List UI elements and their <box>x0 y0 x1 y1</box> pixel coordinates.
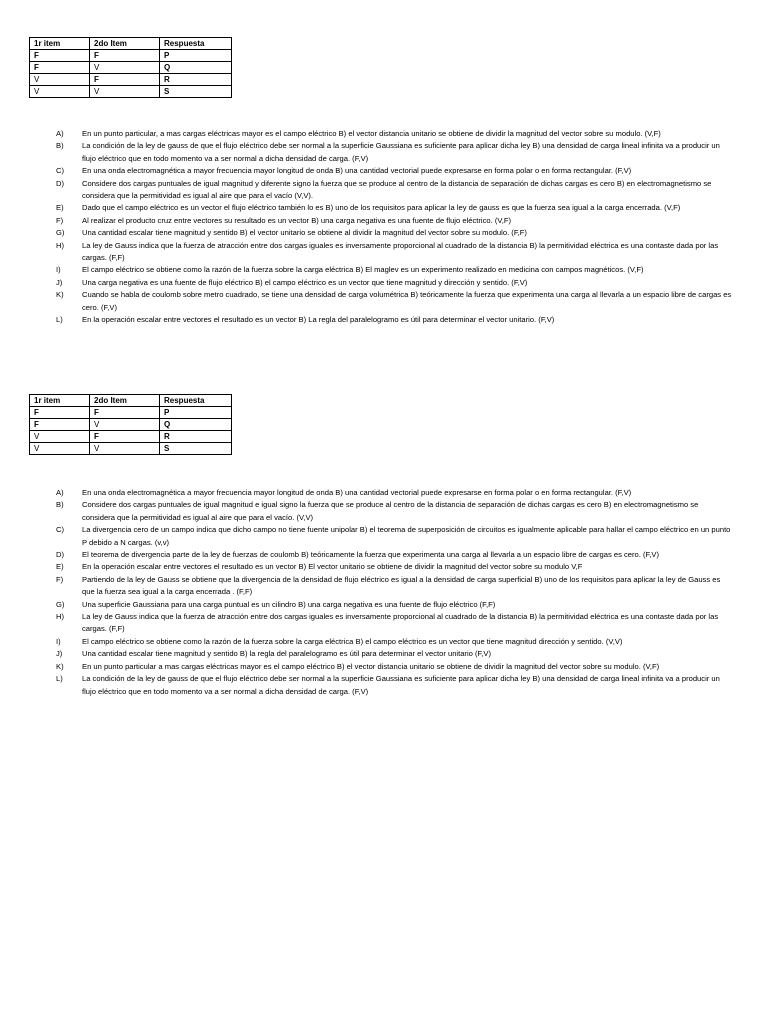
item-text: Dado que el campo eléctrico es un vector el flujo eléctrico también lo es B) uno de los requisitos para aplicar la ley de gauss es que la fuerza sea igual a la carga encerrada. (V,F) <box>82 203 681 213</box>
item-text: Cuando se habla de coulomb sobre metro cuadrado, se tiene una densidad de carga volumétrica B) teóricamente la fuerza que experimenta una carga al llevarla a un espacio libre de cargas es cero. (F,V) <box>82 290 732 312</box>
cell-item-1: F <box>30 50 90 62</box>
list-item <box>56 314 732 326</box>
list-item <box>56 611 732 636</box>
cell-item-2: V <box>90 443 160 455</box>
list-item <box>56 636 732 648</box>
list-item <box>56 673 732 698</box>
list-item <box>56 227 732 239</box>
item-text: En la operación escalar entre vectores el resultado es un vector B) La regla del paralelogramo es útil para determinar el vector unitario. (F,V) <box>82 315 555 325</box>
item-label: C) <box>56 525 65 535</box>
table-row <box>30 419 232 431</box>
header-item-2: 2do Item <box>90 38 160 50</box>
cell-answer: Q <box>160 419 232 431</box>
cell-item-2: V <box>90 86 160 98</box>
question-list-2 <box>56 487 732 698</box>
list-item <box>56 599 732 611</box>
item-text: En una onda electromagnética a mayor frecuencia mayor longitud de onda B) una cantidad vectorial puede expresarse en forma polar o en forma rectangular. (F,V) <box>82 488 632 497</box>
item-label: I) <box>56 265 61 275</box>
question-list-1 <box>56 128 732 327</box>
item-label: J) <box>56 277 63 287</box>
table-row <box>30 86 232 98</box>
cell-item-2: V <box>90 419 160 431</box>
cell-answer: Q <box>160 62 232 74</box>
table-row <box>30 443 232 455</box>
item-text: Una carga negativa es una fuente de flujo eléctrico B) el campo eléctrico es un vector que tiene magnitud y dirección y sentido. (F,V) <box>82 277 528 287</box>
list-item <box>56 487 732 499</box>
header-item-1: 1r item <box>30 38 90 50</box>
cell-item-2: F <box>90 407 160 419</box>
header-item-2: 2do Item <box>90 395 160 407</box>
answer-key-table-2 <box>29 394 232 455</box>
cell-item-2: F <box>90 74 160 86</box>
item-text: La divergencia cero de un campo indica que dicho campo no tiene fuente unipolar B) el teorema de superposición de circuitos es igualmente aplicable para hallar el campo eléctrico en un punto P debido a N cargas. (v,v) <box>82 525 731 547</box>
list-item <box>56 165 732 177</box>
item-label: C) <box>56 166 65 176</box>
list-item <box>56 661 732 673</box>
item-text: Considere dos cargas puntuales de igual magnitud y diferente signo la fuerza que se produce al centro de la distancia de separación de dichas cargas es cero B) en electromagnetismo se considera que la permitividad es igual al aire que para el vacío (V,V). <box>82 178 712 201</box>
item-label: D) <box>56 178 65 188</box>
item-text: Una superficie Gaussiana para una carga puntual es un cilindro B) una carga negativa es una fuente de flujo eléctrico (F,F) <box>82 599 496 609</box>
item-label: E) <box>56 562 64 572</box>
cell-item-1: V <box>30 74 90 86</box>
answer-key-table-1 <box>29 37 232 98</box>
table-header-row <box>30 38 232 50</box>
item-label: L) <box>56 674 63 684</box>
item-text: El campo eléctrico se obtiene como la razón de la fuerza sobre la carga eléctrica B) El maglev es un experimento realizado en medicina con campos magnéticos. (V,F) <box>82 265 644 275</box>
item-text: La condición de la ley de gauss de que el flujo eléctrico debe ser normal a la superficie Gaussiana es suficiente para aplicar dicha ley B) una densidad de carga lineal infinita va a producir un flujo eléctrico que en todo momento va a ser normal a dicha densidad de carga. (F,V) <box>82 674 720 696</box>
item-label: K) <box>56 661 64 671</box>
item-text: Una cantidad escalar tiene magnitud y sentido B) la regla del paralelogramo es útil para determinar el vector unitario (F,V) <box>82 649 492 659</box>
item-label: A) <box>56 129 64 138</box>
cell-item-1: F <box>30 419 90 431</box>
item-label: F) <box>56 574 64 584</box>
table-row <box>30 74 232 86</box>
item-label: E) <box>56 203 64 213</box>
list-item <box>56 561 732 573</box>
list-item <box>56 499 732 524</box>
item-text: La condición de la ley de gauss de que el flujo eléctrico debe ser normal a la superficie Gaussiana es suficiente para aplicar dicha ley B) una densidad de carga lineal infinita va a producir un flujo eléctrico que en todo momento va a ser normal a dicha densidad de carga. (F,V) <box>82 141 720 163</box>
list-item <box>56 524 732 549</box>
item-label: J) <box>56 649 63 659</box>
list-item <box>56 140 732 165</box>
item-label: H) <box>56 240 65 250</box>
cell-answer: S <box>160 86 232 98</box>
table-row <box>30 62 232 74</box>
item-label: B) <box>56 500 64 510</box>
item-text: El campo eléctrico se obtiene como la razón de la fuerza sobre la carga eléctrica B) el campo eléctrico es un vector que tiene magnitud dirección y sentido. (V,V) <box>82 636 623 646</box>
item-text: El teorema de divergencia parte de la ley de fuerzas de coulomb B) teóricamente la fuerza que experimenta una carga al llevarla a un espacio libre de cargas es cero. (F,V) <box>82 550 660 560</box>
item-label: K) <box>56 290 64 300</box>
item-label: F) <box>56 215 64 225</box>
cell-answer: R <box>160 431 232 443</box>
item-text: En una onda electromagnética a mayor frecuencia mayor longitud de onda B) una cantidad vectorial puede expresarse en forma polar o en forma rectangular. (F,V) <box>82 166 632 176</box>
item-label: G) <box>56 599 65 609</box>
item-text: Partiendo de la ley de Gauss se obtiene que la divergencia de la densidad de flujo eléctrico es igual a la densidad de carga superficial B) uno de los requisitos para aplicar la ley de Gauss es que la fuerza sea igual a la carga encerrada . (F,F) <box>82 574 721 597</box>
table-header-row <box>30 395 232 407</box>
table-row <box>30 431 232 443</box>
cell-answer: R <box>160 74 232 86</box>
item-text: En un punto particular a mas cargas eléctricas mayor es el campo eléctrico B) el vector distancia unitario se obtiene de dividir la magnitud del vector sobre su modulo. (V,F) <box>82 661 660 671</box>
cell-item-2: F <box>90 431 160 443</box>
cell-answer: P <box>160 50 232 62</box>
list-item <box>56 264 732 276</box>
table-row <box>30 50 232 62</box>
cell-item-1: F <box>30 62 90 74</box>
list-item <box>56 178 732 203</box>
cell-item-1: V <box>30 443 90 455</box>
item-text: En la operación escalar entre vectores el resultado es un vector B) El vector unitario se obtiene de dividir la magnitud del vector sobre su modulo V,F <box>82 562 583 572</box>
list-item <box>56 574 732 599</box>
item-label: B) <box>56 141 64 151</box>
header-item-1: 1r item <box>30 395 90 407</box>
cell-item-2: V <box>90 62 160 74</box>
list-item <box>56 648 732 660</box>
list-item <box>56 240 732 265</box>
table-row <box>30 407 232 419</box>
item-label: H) <box>56 612 65 622</box>
cell-answer: S <box>160 443 232 455</box>
item-text: Una cantidad escalar tiene magnitud y sentido B) el vector unitario se obtiene al dividir la magnitud del vector sobre su modulo. (F,F) <box>82 228 527 238</box>
header-answer: Respuesta <box>160 395 232 407</box>
item-label: L) <box>56 315 63 325</box>
list-item <box>56 128 732 140</box>
list-item <box>56 277 732 289</box>
list-item <box>56 289 732 314</box>
item-label: D) <box>56 550 65 560</box>
list-item <box>56 549 732 561</box>
item-label: G) <box>56 228 65 238</box>
item-label: A) <box>56 488 64 497</box>
item-text: La ley de Gauss indica que la fuerza de atracción entre dos cargas iguales es inversamente proporcional al cuadrado de la distancia B) la permitividad eléctrica es una contaste dada por las cargas. (F,F) <box>82 240 719 263</box>
list-item <box>56 215 732 227</box>
header-answer: Respuesta <box>160 38 232 50</box>
item-label: I) <box>56 636 61 646</box>
cell-item-1: V <box>30 431 90 443</box>
cell-item-2: F <box>90 50 160 62</box>
item-text: Considere dos cargas puntuales de igual magnitud e igual signo la fuerza que se produce al centro de la distancia de separación de dichas cargas es cero B) en electromagnetismo se considera que la permitividad es igual al aire que para el vacío. (V,V) <box>82 500 699 522</box>
cell-item-1: F <box>30 407 90 419</box>
item-text: En un punto particular, a mas cargas eléctricas mayor es el campo eléctrico B) el vector distancia unitario se obtiene de dividir la magnitud del vector sobre su modulo. (V,F) <box>82 129 661 138</box>
cell-answer: P <box>160 407 232 419</box>
cell-item-1: V <box>30 86 90 98</box>
item-text: Al realizar el producto cruz entre vectores su resultado es un vector B) una carga negativa es una fuente de flujo eléctrico. (V,F) <box>82 215 511 225</box>
list-item <box>56 202 732 214</box>
item-text: La ley de Gauss indica que la fuerza de atracción entre dos cargas iguales es inversamente proporcional al cuadrado de la distancia B) la permitividad eléctrica es una contaste dada por las cargas. (F,F) <box>82 612 719 634</box>
